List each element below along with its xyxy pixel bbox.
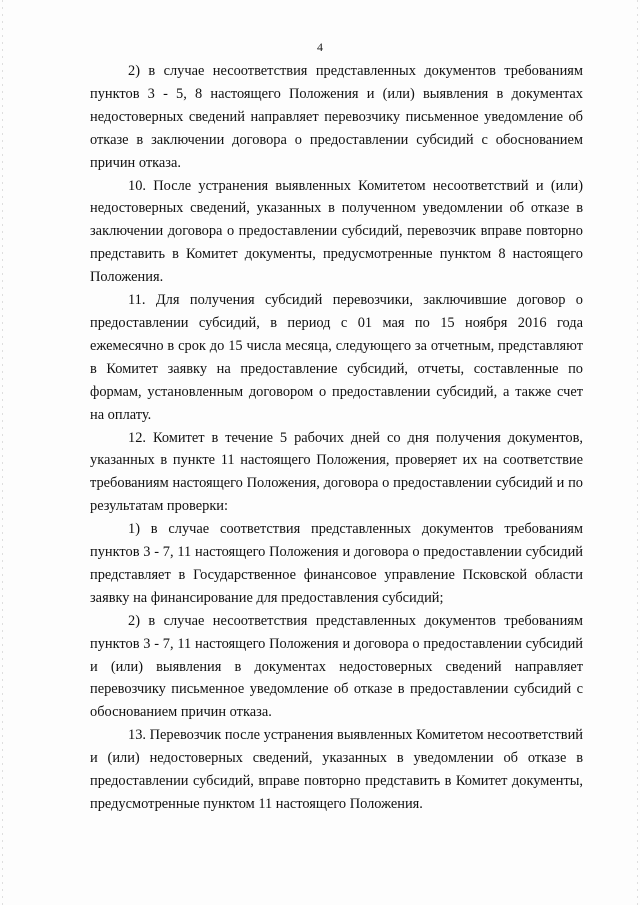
paragraph-12-1-compliance: 1) в случае соответствия представленных документов требованиям пунктов 3 - 7, 11 настоящего Положения и договора о предоставлении субсидий представляет в Государственное финансовое управление Псковской области заявку на финансирование для предоставления субсидий;: [90, 521, 583, 606]
document-body: [90, 60, 583, 816]
paragraph-9-2-refusal-contract: 2) в случае несоответствия представленных документов требованиям пунктов 3 - 5, 8 настоящего Положения и (или) выявления в документах недостоверных сведений направляет перевозчику письменное уведомление об отказе в заключении договора о предоставлении субсидий с обоснованием причин отказа.: [90, 63, 583, 171]
scan-edge-right: [637, 0, 638, 905]
paragraph-13-resubmission: 13. Перевозчик после устранения выявленных Комитетом несоответствий и (или) недостоверных сведений, указанных в уведомлении об отказе в предоставлении субсидий, вправе повторно представить в Комитет документы, предусмотренные пунктом 11 настоящего Положения.: [90, 727, 583, 812]
page-number: 4: [317, 40, 323, 54]
scan-edge-left: [2, 0, 3, 905]
paragraph-10-resubmission: 10. После устранения выявленных Комитетом несоответствий и (или) недостоверных сведений, указанных в полученном уведомлении об отказе в заключении договора о предоставлении субсидий, перевозчик вправе повторно представить в Комитет документы, предусмотренные пунктом 8 настоящего Положения.: [90, 177, 583, 286]
paragraph-12-2-noncompliance: 2) в случае несоответствия представленных документов требованиям пунктов 3 - 7, 11 настоящего Положения и договора о предоставлении субсидий и (или) выявления в документах недостоверных сведений направляет перевозчику письменное уведомление об отказе в предоставлении субсидий с обоснованием причин отказа.: [90, 612, 583, 721]
paragraph-12-committee-review: 12. Комитет в течение 5 рабочих дней со дня получения документов, указанных в пункте 11 настоящего Положения, проверяет их на соответствие требованиям настоящего Положения, договора о предоставлении субсидий и по результатам проверки:: [90, 429, 583, 515]
paragraph-11-monthly-application: 11. Для получения субсидий перевозчики, заключившие договор о предоставлении субсидий, в период с 01 мая по 15 ноября 2016 года ежемесячно в срок до 15 числа месяца, следующего за отчетным, представляют в Комитет заявку на предоставление субсидий, отчеты, составленные по формам, установленным договором о предоставлении субсидий, а также счет на оплату.: [90, 292, 583, 423]
